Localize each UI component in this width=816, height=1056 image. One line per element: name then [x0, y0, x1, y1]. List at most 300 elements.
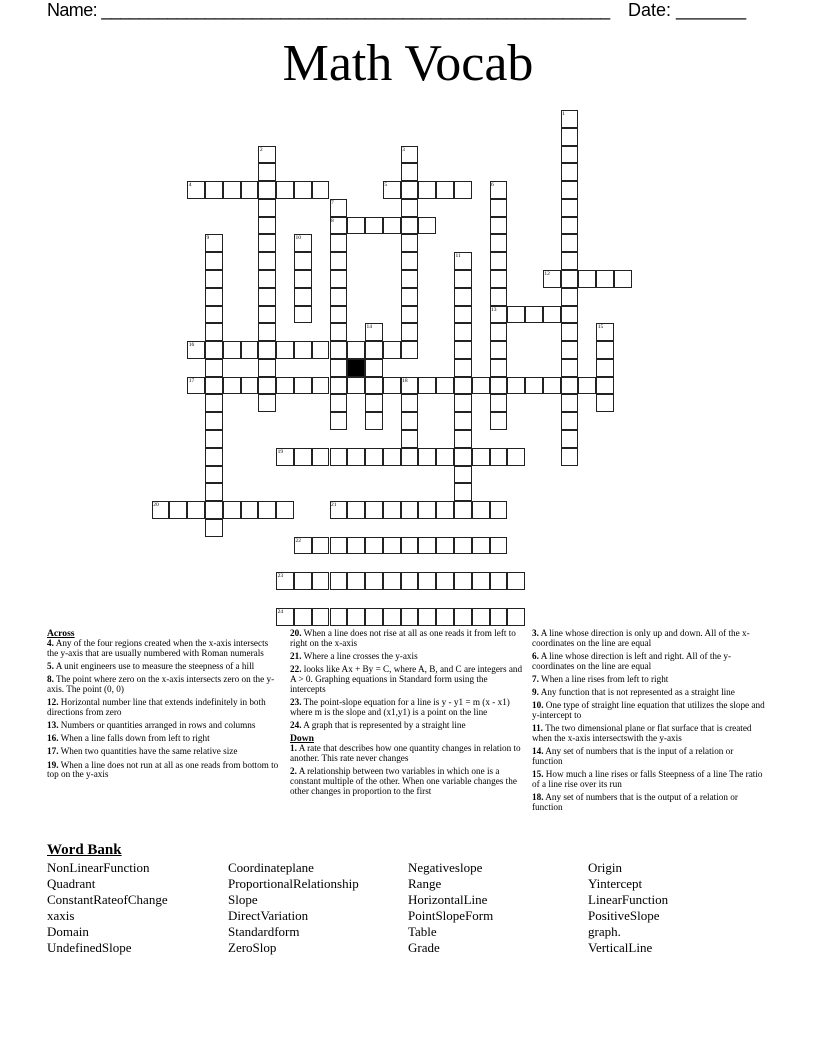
- crossword-cell[interactable]: [365, 377, 383, 395]
- crossword-cell[interactable]: [258, 163, 276, 181]
- crossword-cell[interactable]: [472, 377, 490, 395]
- word-bank-item: xaxis: [47, 908, 75, 923]
- crossword-cell[interactable]: [401, 323, 419, 341]
- crossword-cell[interactable]: [472, 537, 490, 555]
- crossword-cell[interactable]: [205, 377, 223, 395]
- crossword-cell[interactable]: [401, 199, 419, 217]
- clue-number: 5.: [47, 660, 54, 671]
- crossword-cell[interactable]: [490, 394, 508, 412]
- crossword-cell[interactable]: [401, 341, 419, 359]
- crossword-cell[interactable]: [490, 199, 508, 217]
- word-bank-item: Standardform: [228, 924, 300, 939]
- crossword-cell[interactable]: [436, 448, 454, 466]
- crossword-cell[interactable]: [454, 270, 472, 288]
- crossword-cell[interactable]: [365, 537, 383, 555]
- crossword-cell[interactable]: [258, 377, 276, 395]
- word-bank-item: Table: [408, 924, 437, 939]
- clue: [532, 724, 766, 744]
- clue-text: A rate that describes how one quantity changes in relation to another. This rate never changes: [290, 742, 521, 763]
- clue-text: A graph that is represented by a straight line: [303, 719, 466, 730]
- crossword-cell[interactable]: [312, 537, 330, 555]
- crossword-cell[interactable]: [454, 306, 472, 324]
- crossword-cell[interactable]: [401, 448, 419, 466]
- crossword-cell[interactable]: [294, 608, 312, 626]
- crossword-cell[interactable]: [454, 466, 472, 484]
- crossword-cell[interactable]: [543, 377, 561, 395]
- crossword-cell[interactable]: [561, 306, 579, 324]
- crossword-cell[interactable]: [294, 252, 312, 270]
- crossword-cell[interactable]: [561, 288, 579, 306]
- crossword-cell[interactable]: [401, 306, 419, 324]
- crossword-cell[interactable]: [205, 252, 223, 270]
- clue-number: 16: [188, 342, 195, 349]
- crossword-cell[interactable]: [454, 572, 472, 590]
- crossword-cell[interactable]: [258, 181, 276, 199]
- crossword-cell[interactable]: [490, 537, 508, 555]
- crossword-cell[interactable]: [365, 412, 383, 430]
- crossword-cell[interactable]: [276, 341, 294, 359]
- crossword-cell[interactable]: [418, 217, 436, 235]
- crossword-cell[interactable]: [454, 430, 472, 448]
- crossword-cell[interactable]: [401, 608, 419, 626]
- crossword-cell[interactable]: [276, 501, 294, 519]
- crossword-cell[interactable]: [561, 394, 579, 412]
- crossword-cell[interactable]: [294, 288, 312, 306]
- clue: [290, 721, 524, 731]
- crossword-cell[interactable]: [347, 448, 365, 466]
- crossword-cell[interactable]: [241, 501, 259, 519]
- clue-number: 21: [331, 502, 337, 509]
- crossword-cell[interactable]: [294, 341, 312, 359]
- crossword-cell[interactable]: [383, 377, 401, 395]
- crossword-cell[interactable]: [454, 181, 472, 199]
- clue-text: Where a line crosses the y-axis: [303, 650, 418, 661]
- crossword-cell[interactable]: [418, 181, 436, 199]
- crossword-cell[interactable]: [436, 377, 454, 395]
- word-bank-item: PositiveSlope: [588, 908, 660, 923]
- crossword-cell[interactable]: [365, 394, 383, 412]
- clue-number: 1: [562, 111, 565, 117]
- crossword-cell[interactable]: [401, 217, 419, 235]
- crossword-cell[interactable]: [383, 537, 401, 555]
- clue-number: 24.: [290, 719, 302, 730]
- blocked-cell: [347, 359, 365, 377]
- clue-number: 4.: [47, 637, 54, 648]
- clue: [532, 793, 766, 813]
- crossword-cell[interactable]: [223, 377, 241, 395]
- crossword-cell[interactable]: [561, 448, 579, 466]
- clue-number: 23: [277, 573, 284, 580]
- clue: [290, 629, 524, 649]
- clue: [532, 701, 766, 721]
- crossword-cell[interactable]: [401, 572, 419, 590]
- crossword-cell[interactable]: [454, 359, 472, 377]
- crossword-cell[interactable]: [418, 377, 436, 395]
- crossword-cell[interactable]: [330, 377, 348, 395]
- clue-text: When a line rises from left to right: [541, 673, 669, 684]
- crossword-cell[interactable]: [258, 217, 276, 235]
- clue-text: Any set of numbers that is the input of a relation or function: [532, 746, 734, 767]
- crossword-cell[interactable]: [383, 448, 401, 466]
- crossword-cell[interactable]: [258, 252, 276, 270]
- crossword-cell[interactable]: [347, 217, 365, 235]
- word-bank-column: [47, 860, 168, 956]
- crossword-cell[interactable]: [596, 394, 614, 412]
- crossword-cell[interactable]: [347, 537, 365, 555]
- clue: [290, 744, 524, 764]
- crossword-cell[interactable]: [507, 572, 525, 590]
- crossword-cell[interactable]: [330, 608, 348, 626]
- crossword-cell[interactable]: [507, 377, 525, 395]
- crossword-cell[interactable]: [258, 341, 276, 359]
- crossword-cell[interactable]: [596, 359, 614, 377]
- crossword-cell[interactable]: [365, 341, 383, 359]
- clue-section-heading: Down: [290, 733, 314, 745]
- crossword-cell[interactable]: [401, 501, 419, 519]
- word-bank-item: Yintercept: [588, 876, 643, 891]
- word-bank-item: LinearFunction: [588, 892, 669, 907]
- crossword-cell[interactable]: [205, 466, 223, 484]
- crossword-cell[interactable]: [205, 430, 223, 448]
- crossword-cell[interactable]: [294, 377, 312, 395]
- word-bank-item: Domain: [47, 924, 89, 939]
- crossword-cell[interactable]: [169, 501, 187, 519]
- crossword-cell[interactable]: [330, 359, 348, 377]
- crossword-cell[interactable]: [205, 483, 223, 501]
- clue-text: Any function that is not represented as a straight line: [540, 687, 735, 698]
- crossword-cell[interactable]: [418, 448, 436, 466]
- crossword-cell[interactable]: [401, 252, 419, 270]
- clue-number: 4: [188, 182, 192, 189]
- crossword-cell[interactable]: [507, 306, 525, 324]
- crossword-cell[interactable]: [578, 270, 596, 288]
- crossword-cell[interactable]: [561, 252, 579, 270]
- crossword-cell[interactable]: [490, 608, 508, 626]
- crossword-cell[interactable]: [205, 270, 223, 288]
- word-bank-item: UndefinedSlope: [47, 940, 132, 955]
- clue-number: 20.: [290, 628, 302, 638]
- crossword-cell[interactable]: [490, 448, 508, 466]
- crossword-cell[interactable]: [418, 572, 436, 590]
- crossword-cell[interactable]: [330, 306, 348, 324]
- clues-column-2: [290, 629, 524, 800]
- crossword-cell[interactable]: [347, 608, 365, 626]
- clue-number: 8.: [47, 673, 54, 684]
- word-bank-item: ZeroSlop: [228, 940, 277, 955]
- crossword-cell[interactable]: [294, 306, 312, 324]
- crossword-cell[interactable]: [330, 234, 348, 252]
- crossword-cell[interactable]: [418, 501, 436, 519]
- crossword-cell[interactable]: [258, 323, 276, 341]
- crossword-cell[interactable]: [472, 608, 490, 626]
- crossword-cell[interactable]: [490, 341, 508, 359]
- clue: [290, 767, 524, 796]
- crossword-cell[interactable]: [454, 323, 472, 341]
- crossword-cell[interactable]: [436, 501, 454, 519]
- word-bank-item: VerticalLine: [588, 940, 653, 955]
- word-bank-column: [228, 860, 359, 956]
- crossword-cell[interactable]: [383, 608, 401, 626]
- crossword-cell[interactable]: [436, 572, 454, 590]
- crossword-cell[interactable]: [312, 377, 330, 395]
- clue-text: When a line does not rise at all as one reads it from left to right on the x-axis: [290, 628, 516, 648]
- crossword-cell[interactable]: [205, 448, 223, 466]
- crossword-cell[interactable]: [490, 412, 508, 430]
- clue-text: The point where zero on the x-axis intersects zero on the y-axis. The point (0, 0): [47, 673, 275, 694]
- crossword-cell[interactable]: [418, 537, 436, 555]
- clue: [47, 747, 281, 757]
- crossword-cell[interactable]: [365, 448, 383, 466]
- crossword-cell[interactable]: [561, 217, 579, 235]
- crossword-cell[interactable]: [401, 537, 419, 555]
- crossword-cell[interactable]: [454, 341, 472, 359]
- clue-number: 6: [491, 182, 494, 189]
- crossword-cell[interactable]: [490, 501, 508, 519]
- page-title: Math Vocab: [282, 35, 534, 92]
- clue: [47, 675, 281, 695]
- clue: [47, 721, 281, 731]
- crossword-cell[interactable]: [401, 394, 419, 412]
- crossword-cell[interactable]: [205, 394, 223, 412]
- word-bank-title: Word Bank: [47, 842, 122, 858]
- crossword-cell[interactable]: [401, 181, 419, 199]
- crossword-cell[interactable]: [258, 394, 276, 412]
- crossword-cell[interactable]: [454, 608, 472, 626]
- word-bank-item: Origin: [588, 860, 622, 875]
- crossword-cell[interactable]: [223, 501, 241, 519]
- name-field-label: Name: ______________________________________________________: [47, 0, 610, 20]
- crossword-cell[interactable]: [312, 572, 330, 590]
- crossword-cell[interactable]: [205, 501, 223, 519]
- crossword-cell[interactable]: [330, 537, 348, 555]
- crossword-cell[interactable]: [294, 448, 312, 466]
- crossword-cell[interactable]: [401, 430, 419, 448]
- crossword-cell[interactable]: [490, 359, 508, 377]
- crossword-cell[interactable]: [561, 163, 579, 181]
- crossword-cell[interactable]: [258, 234, 276, 252]
- crossword-cell[interactable]: [596, 341, 614, 359]
- crossword-cell[interactable]: [383, 341, 401, 359]
- crossword-cell[interactable]: [561, 234, 579, 252]
- crossword-cell[interactable]: [187, 501, 205, 519]
- crossword-cell[interactable]: [401, 270, 419, 288]
- crossword-cell[interactable]: [294, 270, 312, 288]
- word-bank-item: Grade: [408, 940, 440, 955]
- clue-text: When a line does not run at all as one reads from bottom to top on the y-axis: [47, 759, 279, 780]
- crossword-cell[interactable]: [454, 501, 472, 519]
- clue-number: 18.: [532, 792, 544, 803]
- crossword-cell[interactable]: [223, 341, 241, 359]
- crossword-cell[interactable]: [294, 572, 312, 590]
- word-bank-item: NonLinearFunction: [47, 860, 150, 875]
- clue-number: 13.: [47, 719, 59, 730]
- clue-number: 19: [277, 448, 284, 455]
- crossword-cell[interactable]: [472, 448, 490, 466]
- crossword-cell[interactable]: [543, 306, 561, 324]
- crossword-cell[interactable]: [454, 448, 472, 466]
- crossword-cell[interactable]: [205, 306, 223, 324]
- clue-number: 15: [597, 324, 604, 331]
- crossword-cell[interactable]: [472, 572, 490, 590]
- crossword-cell[interactable]: [330, 252, 348, 270]
- clue: [290, 652, 524, 662]
- crossword-cell[interactable]: [401, 412, 419, 430]
- crossword-cell[interactable]: [241, 341, 259, 359]
- clues-column-3: [532, 629, 766, 816]
- crossword-cell[interactable]: [561, 270, 579, 288]
- crossword-cell[interactable]: [401, 234, 419, 252]
- crossword-cell[interactable]: [205, 181, 223, 199]
- clue: [47, 761, 281, 781]
- crossword-cell[interactable]: [401, 288, 419, 306]
- crossword-cell[interactable]: [258, 501, 276, 519]
- crossword-cell[interactable]: [330, 572, 348, 590]
- crossword-cell[interactable]: [454, 412, 472, 430]
- crossword-cell[interactable]: [436, 608, 454, 626]
- crossword-cell[interactable]: [365, 608, 383, 626]
- crossword-cell[interactable]: [365, 572, 383, 590]
- crossword-cell[interactable]: [205, 359, 223, 377]
- crossword-cell[interactable]: [490, 288, 508, 306]
- crossword-cell[interactable]: [330, 288, 348, 306]
- crossword-cell[interactable]: [490, 572, 508, 590]
- crossword-cell[interactable]: [507, 448, 525, 466]
- crossword-cell[interactable]: [490, 270, 508, 288]
- crossword-cell[interactable]: [276, 377, 294, 395]
- crossword-cell[interactable]: [383, 501, 401, 519]
- crossword-cell[interactable]: [561, 359, 579, 377]
- crossword-cell[interactable]: [454, 377, 472, 395]
- crossword-cell[interactable]: [330, 323, 348, 341]
- clue-text: Numbers or quantities arranged in rows and columns: [60, 719, 256, 730]
- clue-number: 2: [259, 146, 263, 153]
- clue-text: A line whose direction is left and right. All of the y-coordinates on the line are equal: [532, 650, 732, 671]
- clue-number: 16.: [47, 733, 59, 744]
- crossword-cell[interactable]: [258, 270, 276, 288]
- crossword-cell[interactable]: [241, 377, 259, 395]
- crossword-cell[interactable]: [223, 181, 241, 199]
- clue-section-heading: Across: [47, 628, 75, 639]
- clue: [532, 675, 766, 685]
- crossword-cell[interactable]: [330, 270, 348, 288]
- crossword-cell[interactable]: [561, 181, 579, 199]
- crossword-cell[interactable]: [490, 323, 508, 341]
- crossword-cell[interactable]: [561, 146, 579, 164]
- crossword-cell[interactable]: [418, 608, 436, 626]
- clue-number: 2.: [290, 765, 297, 776]
- clue-number: 6.: [532, 650, 539, 661]
- crossword-cell[interactable]: [205, 288, 223, 306]
- crossword-cell[interactable]: [561, 128, 579, 146]
- crossword-cell[interactable]: [205, 519, 223, 537]
- crossword-cell[interactable]: [596, 270, 614, 288]
- crossword-cell[interactable]: [205, 323, 223, 341]
- clue-number: 14.: [532, 746, 544, 757]
- crossword-cell[interactable]: [312, 181, 330, 199]
- crossword-cell[interactable]: [490, 234, 508, 252]
- crossword-cell[interactable]: [490, 377, 508, 395]
- crossword-cell[interactable]: [347, 341, 365, 359]
- crossword-cell[interactable]: [454, 288, 472, 306]
- crossword-cell[interactable]: [436, 181, 454, 199]
- crossword-cell[interactable]: [276, 181, 294, 199]
- crossword-cell[interactable]: [330, 394, 348, 412]
- clue-number: 11.: [532, 723, 543, 734]
- word-bank-column: [588, 860, 668, 956]
- crossword-cell[interactable]: [241, 181, 259, 199]
- crossword-cell[interactable]: [454, 483, 472, 501]
- clue-text: One type of straight line equation that utilizes the slope and y-intercept to: [532, 700, 765, 721]
- crossword-cell[interactable]: [401, 163, 419, 181]
- crossword-cell[interactable]: [561, 412, 579, 430]
- crossword-cell[interactable]: [258, 359, 276, 377]
- crossword-cell[interactable]: [490, 252, 508, 270]
- crossword-cell[interactable]: [561, 341, 579, 359]
- crossword-cell[interactable]: [454, 537, 472, 555]
- clue-text: When two quantities have the same relative size: [60, 746, 238, 757]
- clue-number: 17.: [47, 746, 59, 757]
- crossword-cell[interactable]: [312, 608, 330, 626]
- crossword-cell[interactable]: [561, 199, 579, 217]
- crossword-cell[interactable]: [312, 448, 330, 466]
- crossword-cell[interactable]: [561, 377, 579, 395]
- crossword-cell[interactable]: [330, 341, 348, 359]
- crossword-cell[interactable]: [330, 448, 348, 466]
- crossword-cell[interactable]: [294, 181, 312, 199]
- crossword-cell[interactable]: [596, 377, 614, 395]
- crossword-cell[interactable]: [205, 412, 223, 430]
- clue-number: 5: [384, 182, 388, 189]
- crossword-cell[interactable]: [312, 341, 330, 359]
- clue-number: 3: [402, 146, 405, 153]
- clue-number: 13: [491, 306, 497, 313]
- word-bank-item: Coordinateplane: [228, 860, 314, 875]
- crossword-cell[interactable]: [561, 323, 579, 341]
- clue-number: 9: [206, 235, 210, 242]
- crossword-cell[interactable]: [472, 501, 490, 519]
- crossword-cell[interactable]: [347, 377, 365, 395]
- clue: [290, 665, 524, 694]
- word-bank-item: DirectVariation: [228, 908, 309, 923]
- crossword-cell[interactable]: [383, 572, 401, 590]
- crossword-cell[interactable]: [578, 377, 596, 395]
- crossword-cell[interactable]: [365, 359, 383, 377]
- crossword-cell[interactable]: [436, 537, 454, 555]
- clue-text: A unit engineers use to measure the steepness of a hill: [55, 660, 255, 671]
- crossword-cell[interactable]: [330, 412, 348, 430]
- crossword-cell[interactable]: [347, 572, 365, 590]
- crossword-cell[interactable]: [614, 270, 632, 288]
- crossword-cell[interactable]: [454, 394, 472, 412]
- crossword-cell[interactable]: [205, 341, 223, 359]
- crossword-cell[interactable]: [525, 306, 543, 324]
- crossword-cell[interactable]: [365, 501, 383, 519]
- crossword-cell[interactable]: [365, 217, 383, 235]
- crossword-cell[interactable]: [258, 199, 276, 217]
- crossword-cell[interactable]: [347, 501, 365, 519]
- crossword-cell[interactable]: [258, 306, 276, 324]
- clue-text: The two dimensional plane or flat surface that is created when the x-axis intersectswith the y-axis: [532, 723, 752, 744]
- crossword-cell[interactable]: [561, 430, 579, 448]
- clue-text: Any of the four regions created when the x-axis intersects the y-axis that are usually numbered with Roman numerals: [47, 637, 269, 658]
- crossword-cell[interactable]: [525, 377, 543, 395]
- crossword-cell[interactable]: [258, 288, 276, 306]
- crossword-cell[interactable]: [507, 608, 525, 626]
- crossword-cell[interactable]: [490, 217, 508, 235]
- clue-number: 17: [188, 377, 195, 384]
- word-bank-item: Range: [408, 876, 442, 891]
- crossword-cell[interactable]: [383, 217, 401, 235]
